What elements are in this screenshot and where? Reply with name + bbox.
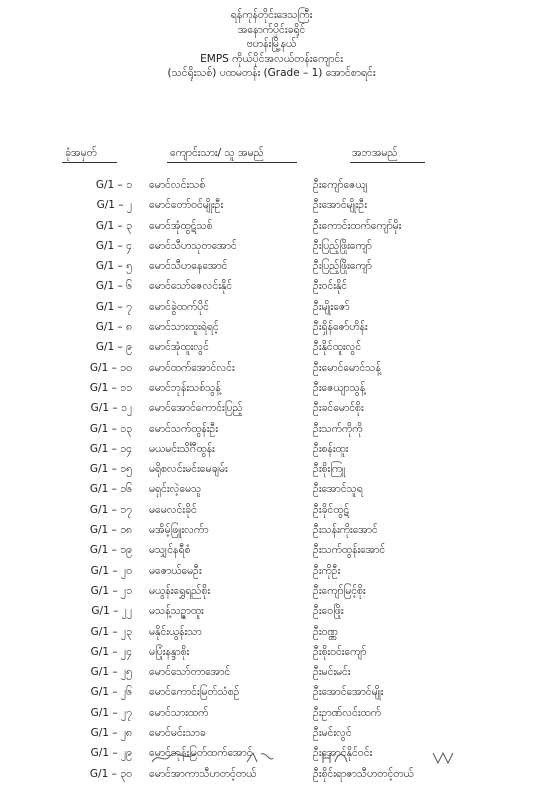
student-name: မောင်မင်းသာခ — [149, 727, 206, 740]
student-name: မနိုင်းယွန်းသာ — [149, 625, 202, 638]
row-id: G/1 – ၁၁ — [89, 381, 132, 394]
row-id: G/1 – ၂၂ — [91, 605, 132, 618]
guardian-name: ဦးပြည့်ဖြိုးကျော် — [313, 260, 372, 273]
row-id: G/1 – ၅ — [95, 260, 132, 273]
table-row — [0, 646, 543, 666]
table-row — [0, 423, 543, 443]
column-header-student: ကျောင်းသား/ သူ အမည် — [170, 147, 264, 159]
student-name: မောင်ခွဲထက်ပိုင် — [149, 300, 209, 313]
table-row — [0, 626, 543, 646]
row-id: G/1 – ၂၇ — [90, 706, 132, 719]
guardian-name: ဦးဥာဏ်လင်းထက် — [313, 706, 381, 719]
row-id: G/1 – ၂ — [96, 199, 132, 212]
guardian-name: ဦးအောင်သူရ — [313, 483, 363, 496]
table-row — [0, 179, 543, 199]
student-name: မောင်သားထက် — [149, 706, 209, 719]
table-row — [0, 280, 543, 300]
signature-mark — [245, 750, 275, 769]
row-id: G/1 – ၁ — [95, 179, 132, 191]
guardian-name: ဦးသန်းကိုးအောင် — [313, 524, 378, 537]
guardian-name: ဦးစန်းထူး — [313, 442, 349, 455]
table-row — [0, 605, 543, 625]
header-township: ဗဟန်းမြို့နယ် — [246, 38, 297, 50]
row-id: G/1 – ၁၃ — [89, 422, 132, 435]
signature-mark — [320, 750, 350, 769]
table-row — [0, 504, 543, 524]
row-id: G/1 – ၂၆ — [90, 686, 132, 699]
row-id: G/1 – ၂၅ — [90, 666, 132, 679]
guardian-name: ဦးစိုင်းရာဇာသီဟတင့်တယ် — [313, 767, 414, 780]
guardian-name: ဦးနိုင်ထူးလွင် — [313, 341, 362, 354]
guardian-name: ဦးကျော်မြင့်စိုး — [313, 584, 366, 597]
table-row — [0, 220, 543, 240]
guardian-name: ဦးသက်ထွန်းအောင် — [313, 544, 386, 557]
guardian-name: ဦးကျော်ဇေယျ — [313, 179, 368, 191]
row-id: G/1 – ၂၉ — [90, 747, 132, 760]
table-row — [0, 727, 543, 747]
student-name: မောင်ဘုန်းသစ်သွန့် — [149, 381, 221, 394]
student-name: မသျှင်နရီစံ — [149, 544, 191, 557]
student-name: မပြုံးနန္ဒာစိုး — [149, 645, 190, 658]
student-name: မောင်သီဟသုတအောင် — [149, 239, 237, 252]
student-name: မမေလင်းခိုင် — [149, 503, 197, 516]
row-id: G/1 – ၁၇ — [89, 503, 132, 516]
row-id: G/1 – ၆ — [95, 280, 132, 293]
student-name: မောင်တော်ဝင်မျိုးဦး — [149, 199, 224, 212]
table-row — [0, 301, 543, 321]
row-id: G/1 – ၉ — [95, 341, 132, 354]
guardian-name: ဦးရှိန်ဇော်ဟိန်း — [313, 321, 368, 334]
student-name: မအိမ့်ဖြူးလက်ာ — [149, 524, 209, 537]
student-name: မောင်ဘုန်းမြတ်ထက်အောင် — [149, 747, 253, 760]
results-table — [0, 179, 543, 788]
table-row — [0, 483, 543, 503]
guardian-name: ဦးအောင်မျိုးဦး — [313, 199, 367, 212]
guardian-name: ဦးပြည့်ဖြိုးကျော် — [313, 239, 372, 252]
student-name: မောင်သော်တာအောင် — [149, 666, 231, 679]
signature-mark — [150, 750, 200, 769]
row-id: G/1 – ၁၆ — [89, 483, 132, 496]
table-row — [0, 443, 543, 463]
row-id: G/1 – ၂၃ — [90, 625, 132, 638]
row-id: G/1 – ၂၄ — [90, 645, 132, 658]
student-name: မောင်လင်းသစ် — [149, 179, 206, 191]
table-row — [0, 402, 543, 422]
table-row — [0, 585, 543, 605]
table-row — [0, 382, 543, 402]
guardian-name: ဦးခိုင်ထွဋ် — [313, 503, 350, 516]
guardian-name: ဦးသက်ကိုကို — [313, 422, 363, 435]
row-id: G/1 – ၂၈ — [90, 727, 132, 740]
student-name: မယွန်းရွှေရည်စိုး — [149, 584, 210, 597]
table-row — [0, 544, 543, 564]
student-name: မောင်သီဟနေအောင် — [149, 260, 228, 273]
student-name: မောင်ထက်အောင်လင်း — [149, 361, 235, 374]
row-id: G/1 – ၁၀ — [89, 361, 132, 374]
column-underline — [167, 162, 297, 163]
guardian-name: ဦးခင်မောင်စိုး — [313, 402, 364, 415]
guardian-name: ဦးမင်းမင်း — [313, 666, 351, 679]
row-id: G/1 – ၈ — [95, 321, 132, 334]
header-list-title: (သင်ရိုးသစ်) ပထမတန်း (Grade – 1) အောင်စာရင်း — [167, 67, 376, 79]
header-district: အနောက်ပိုင်းခရိုင် — [237, 23, 306, 36]
table-row — [0, 707, 543, 727]
row-id: G/1 – ၁၉ — [89, 544, 132, 557]
table-row — [0, 199, 543, 219]
student-name: မောင်ကောင်းမြတ်သံစဉ် — [149, 686, 240, 699]
table-row — [0, 565, 543, 585]
guardian-name: ဦးမျိုးဇော် — [313, 300, 350, 313]
column-header-id: ခုံအမှတ် — [65, 147, 97, 159]
row-id: G/1 – ၁၄ — [89, 442, 132, 455]
table-row — [0, 768, 543, 788]
table-row — [0, 260, 543, 280]
student-name: မောင်အောင်ကောင်းပြည့် — [149, 402, 243, 415]
student-name: မောင်သော်ဇေလင်းနိုင် — [149, 280, 233, 293]
guardian-name: ဦးစိုးဝင်းကျော် — [313, 645, 367, 658]
row-id: G/1 – ၂၁ — [90, 584, 132, 597]
row-id: G/1 – ၁၅ — [89, 463, 132, 476]
guardian-name: ဦးမောင်မောင်သန့် — [313, 361, 381, 374]
header-region: ရန်ကုန်တိုင်းဒေသကြီး — [230, 9, 313, 21]
student-name: မောင်အာကာသီဟတင့်တယ် — [149, 767, 257, 780]
guardian-name: ဦးမင်းလွင် — [313, 727, 352, 740]
table-row — [0, 321, 543, 341]
guardian-name: ဦးစိုးကြူ — [313, 463, 346, 476]
guardian-name: ဦးအောင်နိုင်ဝင်း — [313, 747, 373, 760]
table-row — [0, 341, 543, 361]
guardian-name: ဦးအောင်အောင်မျိုး — [313, 686, 384, 699]
guardian-name: ဦးကောင်းထက်ကျော်မိုး — [313, 219, 402, 232]
column-underline — [62, 162, 117, 163]
table-row — [0, 524, 543, 544]
row-id: G/1 – ၄ — [95, 239, 132, 252]
column-header-guardian: အဘအမည် — [352, 147, 398, 159]
guardian-name: ဦးဇေယျာသွန့် — [313, 381, 366, 394]
header-school: EMPS ကိုယ်ပိုင်အလယ်တန်းကျောင်း — [200, 52, 343, 65]
guardian-name: ဦးကိုဦး — [313, 564, 341, 577]
column-underline — [350, 162, 425, 163]
row-id: G/1 – ၂၀ — [90, 564, 132, 577]
student-name: မောင်သက်ထွန်းဦး — [149, 422, 219, 435]
table-row — [0, 666, 543, 686]
student-name: မဇောယ်မေဦး — [149, 564, 202, 577]
signature-mark — [430, 750, 460, 769]
guardian-name: ဦးဝင်းနိုင် — [313, 280, 348, 293]
row-id: G/1 – ၁၂ — [90, 402, 132, 415]
table-row — [0, 362, 543, 382]
document-header — [0, 8, 543, 81]
row-id: G/1 – ၃၀ — [89, 767, 132, 780]
student-name: မောင်သားထူးရဲရင့် — [149, 321, 219, 334]
student-name: မရိုစလင်းမင်းမေချမ်း — [149, 463, 228, 476]
table-row — [0, 686, 543, 706]
guardian-name: ဦးဝေဖြိုး — [313, 605, 344, 618]
student-name: မောင်အုံထွဋ်သစ် — [149, 219, 213, 232]
student-name: မောင်အုံထူးလွင် — [149, 341, 209, 354]
student-name: မသန့်သဥ္ဇာထူး — [149, 605, 204, 618]
row-id: G/1 – ၃ — [95, 219, 132, 232]
student-name: မယမင်းသိင်္ဂီထွန်း — [149, 442, 215, 455]
guardian-name: ဦးဝဏ္ဏ — [313, 625, 338, 638]
student-name: မရှင်းလဲ့မေသူ — [149, 483, 202, 496]
row-id: G/1 – ၇ — [95, 300, 132, 313]
row-id: G/1 – ၁၈ — [89, 524, 132, 537]
table-row — [0, 240, 543, 260]
table-row — [0, 463, 543, 483]
